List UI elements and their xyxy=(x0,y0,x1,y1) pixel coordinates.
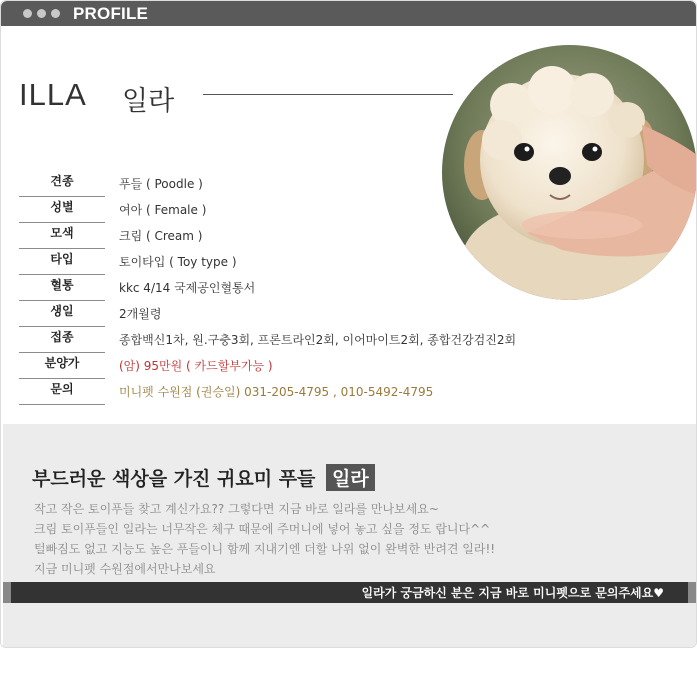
description-headline xyxy=(32,464,375,491)
dot-icon xyxy=(23,9,32,18)
contact-value: 미니펫 수원점 (권승일) 031-205-4795 , 010-5492-4795 xyxy=(119,385,434,399)
price-value: (암) 95만원 ( 카드할부가능 ) xyxy=(119,359,273,373)
cta-bar xyxy=(3,582,696,603)
headline-text: 부드러운 색상을 가진 귀요미 푸들 xyxy=(32,468,316,490)
info-value: 여아 ( Female ) xyxy=(119,203,207,217)
description-body xyxy=(34,499,495,579)
cta-bar-edge xyxy=(3,582,11,603)
info-value: kkc 4/14 국제공인혈통서 xyxy=(119,281,256,295)
description-line: 작고 작은 토이푸들 찾고 계신가요?? 그렇다면 지금 바로 일라를 만나보세요~ xyxy=(34,502,439,516)
headline-highlight: 일라 xyxy=(326,464,375,491)
info-row xyxy=(19,249,619,275)
dot-icon xyxy=(51,9,60,18)
dog-name-english: ILLA xyxy=(19,77,87,112)
info-value: 종합백신1차, 원.구충3회, 프론트라인2회, 이어마이트2회, 종합건강검진2회 xyxy=(119,333,517,347)
info-value: 토이타입 ( Toy type ) xyxy=(119,255,237,269)
info-row xyxy=(19,171,619,197)
window-dots xyxy=(23,9,60,18)
description-line: 털빠짐도 없고 지능도 높은 푸들이니 함께 지내기엔 더할 나위 없이 완벽한 반려견 일라!! xyxy=(34,542,496,556)
cta-text: 일라가 궁금하신 분은 지금 바로 미니펫으로 문의주세요♥ xyxy=(361,586,664,600)
info-row xyxy=(19,197,619,223)
description-panel xyxy=(3,424,696,648)
title-divider xyxy=(203,94,453,95)
dot-icon xyxy=(37,9,46,18)
info-label: 성별 xyxy=(19,197,105,223)
info-label: 견종 xyxy=(19,171,105,197)
info-row xyxy=(19,379,619,405)
info-value: 크림 ( Cream ) xyxy=(119,229,203,243)
info-row xyxy=(19,353,619,379)
info-value: 푸들 ( Poodle ) xyxy=(119,177,203,191)
info-label: 접종 xyxy=(19,327,105,353)
cta-bar-edge xyxy=(688,582,696,603)
info-row xyxy=(19,327,619,353)
info-table xyxy=(19,171,619,405)
description-line: 크림 토이푸들인 일라는 너무작은 체구 때문에 주머니에 넣어 놓고 싶을 정도 랍니다^^ xyxy=(34,522,491,536)
info-label: 생일 xyxy=(19,301,105,327)
info-label: 모색 xyxy=(19,223,105,249)
header-bar xyxy=(1,1,696,26)
info-label: 타입 xyxy=(19,249,105,275)
info-row xyxy=(19,301,619,327)
header-title: PROFILE xyxy=(73,4,149,23)
info-label: 분양가 xyxy=(19,353,105,379)
info-value: 2개월령 xyxy=(119,307,162,321)
info-row xyxy=(19,223,619,249)
info-label: 문의 xyxy=(19,379,105,405)
info-row xyxy=(19,275,619,301)
description-line: 지금 미니펫 수원점에서만나보세요 xyxy=(34,562,216,576)
info-label: 혈통 xyxy=(19,275,105,301)
dog-name-korean: 일라 xyxy=(122,86,175,117)
